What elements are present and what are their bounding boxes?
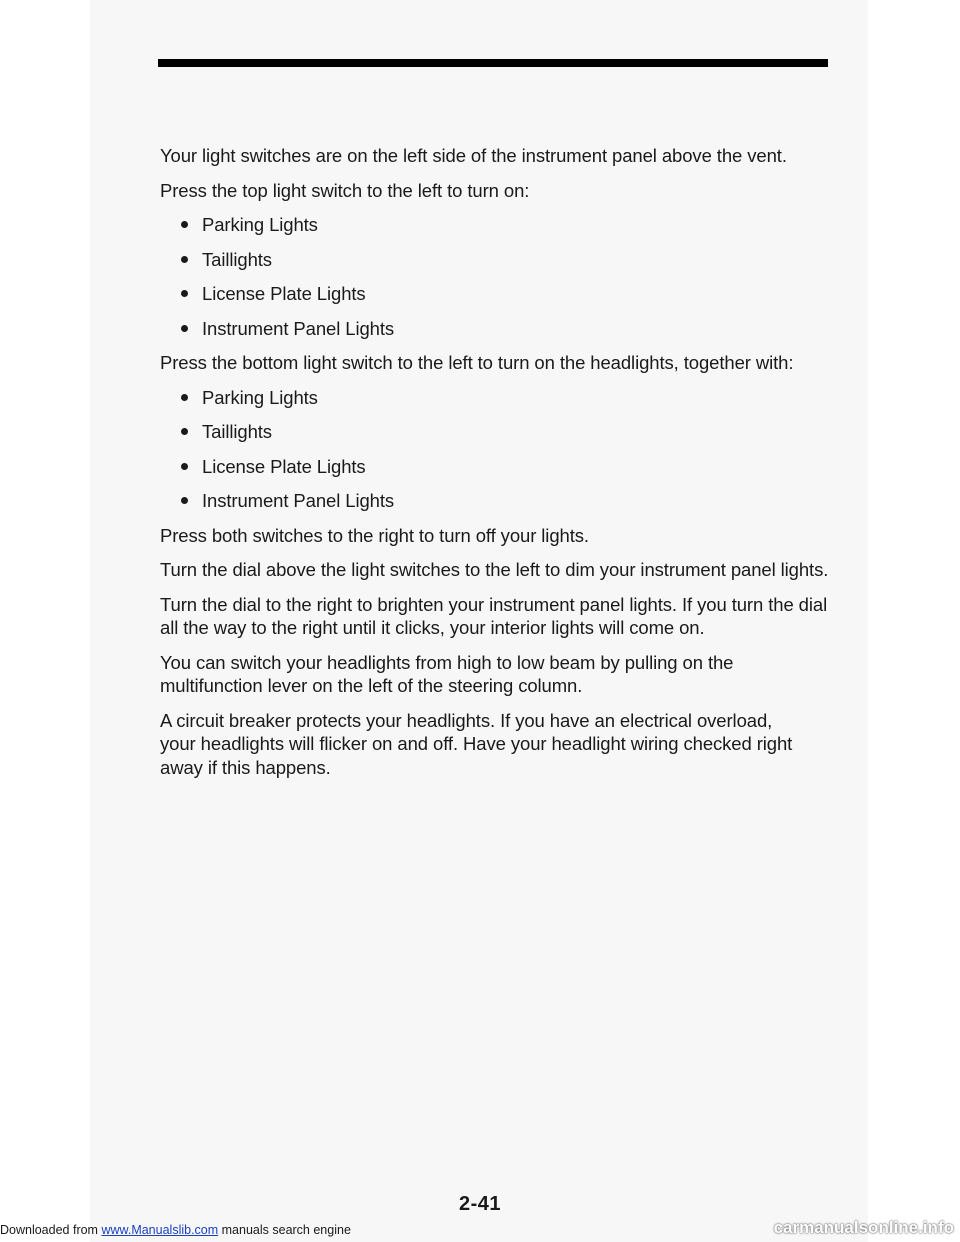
list-item-label: License Plate Lights xyxy=(202,455,366,477)
bullet-icon xyxy=(181,325,188,332)
list-item xyxy=(181,455,830,479)
footer-prefix: Downloaded from xyxy=(0,1223,102,1237)
bullet-icon xyxy=(181,394,188,401)
paragraph: Press the top light switch to the left to turn on: xyxy=(160,179,530,201)
paragraph: A circuit breaker protects your headlights. If you have an electrical overload, your headlights will flicker on and off. Have your headlight wiring checked right away if this happens. xyxy=(160,709,793,778)
bullet-icon xyxy=(181,256,188,263)
bullet-icon xyxy=(181,497,188,504)
list-item xyxy=(181,282,830,306)
bullet-list-top xyxy=(160,213,830,340)
list-item xyxy=(181,213,830,237)
paragraph: Your light switches are on the left side of the instrument panel above the vent. xyxy=(160,145,787,166)
paragraph: Turn the dial to the right to brighten your instrument panel lights. If you turn the dial all the way to the right until it clicks, your interior lights will come on. xyxy=(160,593,828,638)
header-rule xyxy=(158,59,828,67)
list-item-label: Instrument Panel Lights xyxy=(202,317,395,339)
list-item-label: Taillights xyxy=(202,248,272,270)
list-item xyxy=(181,386,830,410)
bullet-icon xyxy=(181,463,188,470)
download-footer xyxy=(0,1222,351,1238)
page-body xyxy=(160,144,830,790)
bullet-icon xyxy=(181,221,188,228)
paragraph: You can switch your headlights from high to low beam by pulling on the multifunction lever on the left of the steering column. xyxy=(160,651,734,696)
list-item xyxy=(181,317,830,341)
list-item xyxy=(181,248,830,272)
paragraph: Turn the dial above the light switches to the left to dim your instrument panel lights. xyxy=(160,559,829,580)
manualslib-link[interactable]: www.Manualslib.com xyxy=(101,1223,219,1237)
bullet-list-bottom xyxy=(160,386,830,513)
bullet-icon xyxy=(181,428,188,435)
watermark: carmanualsonline.info xyxy=(773,1218,954,1237)
footer-suffix: manuals search engine xyxy=(218,1223,351,1237)
bullet-icon xyxy=(181,290,188,297)
list-item-label: Taillights xyxy=(202,421,272,442)
list-item xyxy=(181,489,830,513)
list-item-label: Parking Lights xyxy=(202,386,318,408)
paragraph: Press the bottom light switch to the left to turn on the headlights, together with: xyxy=(160,352,794,373)
paragraph: Press both switches to the right to turn off your lights. xyxy=(160,524,589,546)
list-item-label: Instrument Panel Lights xyxy=(202,490,395,511)
list-item-label: Parking Lights xyxy=(202,214,318,235)
page-number: 2-41 xyxy=(458,1193,502,1215)
list-item xyxy=(181,420,830,444)
list-item-label: License Plate Lights xyxy=(202,283,366,304)
